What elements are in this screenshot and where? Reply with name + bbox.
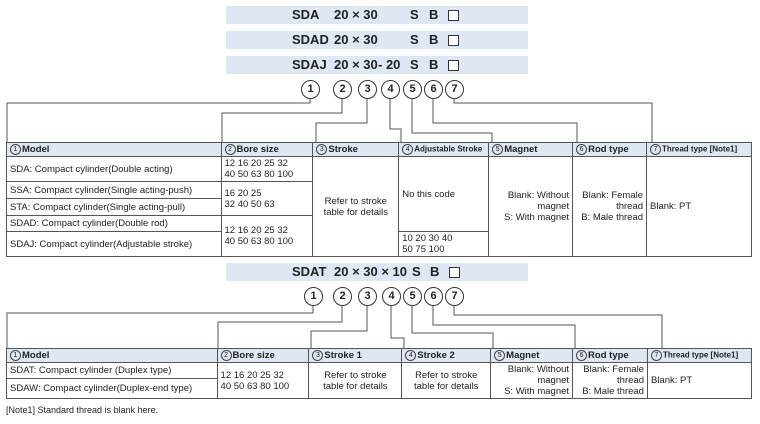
table1-adjustable-values: 10 20 30 40 50 75 100: [399, 232, 489, 257]
table2-stroke2: Refer to stroke table for details: [402, 363, 491, 399]
table1-model-sta: STA: Compact cylinder(Single acting-pull): [7, 199, 222, 216]
code-b-sdaj: B: [429, 57, 439, 72]
marker-4-bottom: 4: [382, 287, 401, 306]
table1-model-sdad: SDAD: Compact cylinder(Double rod): [7, 216, 222, 232]
code-s-sdaj: S: [410, 57, 419, 72]
table2-model-sdat: SDAT: Compact cylinder (Duplex type): [7, 363, 218, 379]
table2-model-sdaw: SDAW: Compact cylinder(Duplex-end type): [7, 379, 218, 399]
table2-header-row: [7, 349, 752, 363]
code-model-sdat: SDAT: [292, 264, 327, 279]
code-size-sda: 20 × 30: [334, 7, 378, 22]
table1-magnet: Blank: Without magnet S: With magnet: [489, 157, 573, 257]
table2-thread: Blank: PT: [647, 363, 751, 399]
code-size-sdaj: 20 × 30: [334, 57, 378, 72]
marker-2-bottom: 2: [333, 287, 352, 306]
table1-model-sdaj: SDAJ: Compact cylinder(Adjustable stroke): [7, 232, 222, 257]
code-s-sdat: S: [412, 264, 421, 279]
table1-header-thread: 7 Thread type [Note1]: [647, 143, 752, 157]
table2-bore: 12 16 20 25 32 40 50 63 80 100: [217, 363, 309, 399]
table2-header-magnet: 5 Magnet: [491, 349, 573, 363]
code-model-sdaj: SDAJ: [292, 57, 327, 72]
table1-header-bore: 2 Bore size: [221, 143, 313, 157]
table1-header-rod: 6 Rod type: [573, 143, 647, 157]
table2-magnet: Blank: Without magnet S: With magnet: [491, 363, 573, 399]
table1-thread: Blank: PT: [647, 157, 752, 257]
table1-model-sda: SDA: Compact cylinder(Double acting): [7, 157, 222, 182]
table1-bore-3: 12 16 20 25 32 40 50 63 80 100: [221, 216, 313, 257]
code-s-sda: S: [410, 7, 419, 22]
table1-rod: Blank: Female thread B: Male thread: [573, 157, 647, 257]
marker-1: 1: [301, 80, 320, 99]
table1-model-ssa: SSA: Compact cylinder(Single acting-push): [7, 182, 222, 199]
table2-header-rod: 6 Rod type: [573, 349, 648, 363]
table1-header-model: 1 Model: [7, 143, 222, 157]
table2-stroke1: Refer to stroke table for details: [309, 363, 402, 399]
marker-5-bottom: 5: [403, 287, 422, 306]
code-model-sdad: SDAD: [292, 32, 329, 47]
marker-3-bottom: 3: [358, 287, 377, 306]
table2-header-stroke1: 3 Stroke 1: [309, 349, 402, 363]
marker-6: 6: [424, 80, 443, 99]
table1-header-adjustable: 4 Adjustable Stroke: [399, 143, 489, 157]
table2-header-stroke2: 4 Stroke 2: [402, 349, 491, 363]
spec-table-2: [6, 348, 752, 399]
footnote: [Note1] Standard thread is blank here.: [6, 405, 159, 415]
code-b-sdat: B: [430, 264, 440, 279]
table1-bore-1: 12 16 20 25 32 40 50 63 80 100: [221, 157, 313, 182]
table-row: [7, 363, 752, 379]
code-size-sdat: 20 × 30 × 10: [334, 264, 408, 279]
spec-table-1: [6, 142, 752, 257]
table2-header-bore: 2 Bore size: [217, 349, 309, 363]
marker-5: 5: [403, 80, 422, 99]
table1-header-row: [7, 143, 752, 157]
table2-header-model: 1 Model: [7, 349, 218, 363]
marker-3: 3: [358, 80, 377, 99]
code-size-sdad: 20 × 30: [334, 32, 378, 47]
code-box-sdat: [449, 267, 460, 278]
table1-bore-2: 16 20 25 32 40 50 63: [221, 182, 313, 216]
marker-7-bottom: 7: [445, 287, 464, 306]
table2-header-thread: 7 Thread type [Note1]: [647, 349, 751, 363]
table2-rod: Blank: Female thread B: Male thread: [573, 363, 648, 399]
marker-2: 2: [333, 80, 352, 99]
code-s-sdad: S: [410, 32, 419, 47]
marker-1-bottom: 1: [304, 287, 323, 306]
code-b-sda: B: [429, 7, 439, 22]
table-row: [7, 157, 752, 182]
code-extra-sdaj: - 20: [378, 57, 401, 72]
marker-4: 4: [381, 80, 400, 99]
table1-header-magnet: 5 Magnet: [489, 143, 573, 157]
table1-adjustable-none: No this code: [399, 157, 489, 232]
code-model-sda: SDA: [292, 7, 320, 22]
table1-stroke: Refer to stroke table for details: [313, 157, 399, 257]
code-b-sdad: B: [429, 32, 439, 47]
marker-6-bottom: 6: [424, 287, 443, 306]
marker-7: 7: [445, 80, 464, 99]
table1-header-stroke: 3 Stroke: [313, 143, 399, 157]
